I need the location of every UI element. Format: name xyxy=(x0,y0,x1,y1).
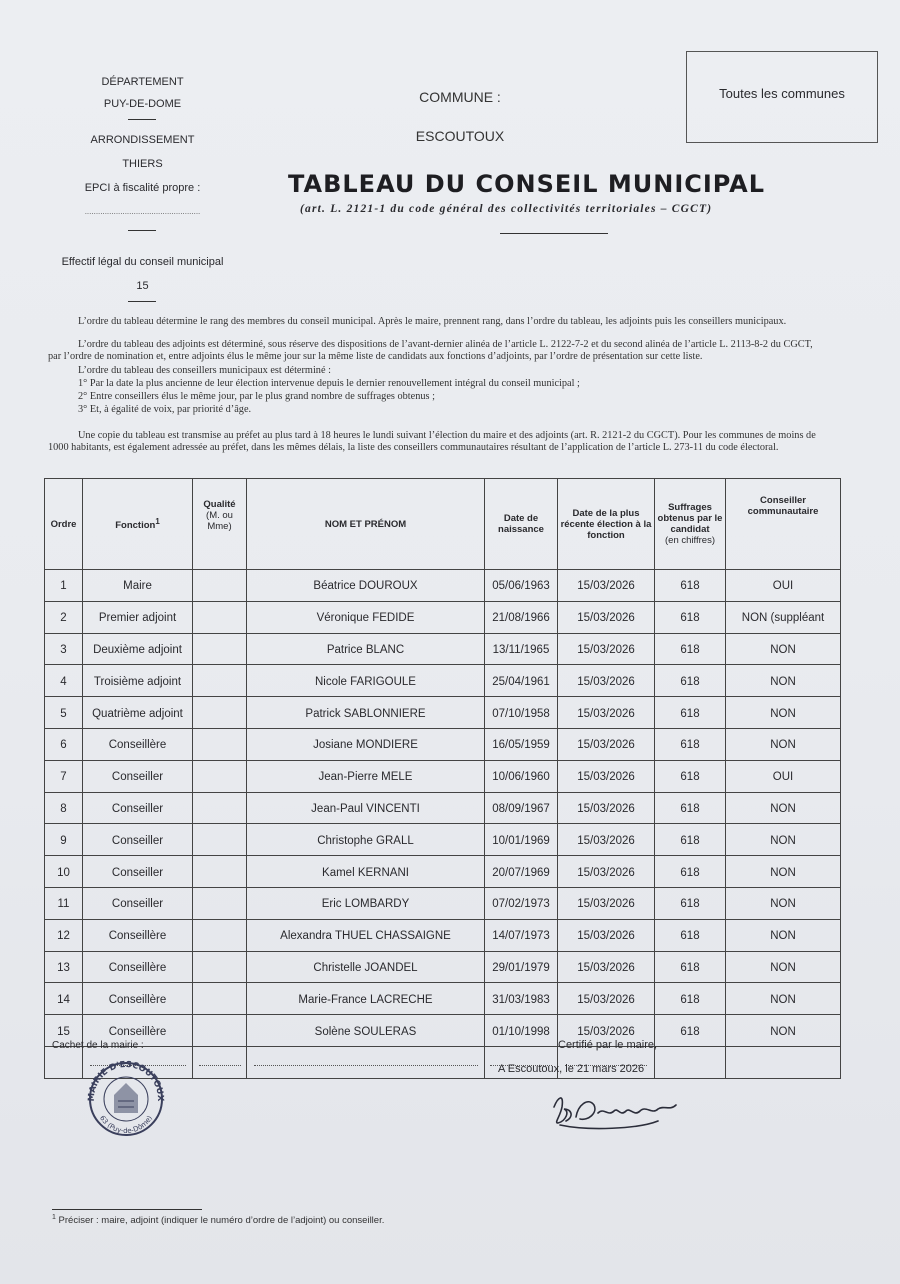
cell-ordre: 1 xyxy=(45,570,83,602)
cell-qualite xyxy=(193,951,247,983)
table-row xyxy=(45,983,841,1015)
mayor-signature xyxy=(548,1087,688,1133)
paragraph-2a: L’ordre du tableau des adjoints est déterminé, sous réserve des dispositions de l’avant-dernier alinéa de l’article L. 2122-7-2 et du second alinéa de l’article L. 2113-8-2 du CGCT, xyxy=(78,339,813,350)
cell-naissance: 01/10/1998 xyxy=(485,1015,558,1047)
cell-fonction: Conseillère xyxy=(83,919,193,951)
cell-communautaire: NON xyxy=(726,887,841,919)
cell-suffrages: 618 xyxy=(655,919,726,951)
cell-suffrages: 618 xyxy=(655,760,726,792)
cell-communautaire: NON xyxy=(726,697,841,729)
epci-value: .................................................... xyxy=(84,207,201,216)
cell-communautaire: OUI xyxy=(726,760,841,792)
table-row xyxy=(45,697,841,729)
cell-suffrages: 618 xyxy=(655,856,726,888)
cell-ordre: 3 xyxy=(45,633,83,665)
cell-nom: Solène SOULERAS xyxy=(247,1015,485,1047)
cell-nom: Jean-Pierre MELE xyxy=(247,760,485,792)
cell-naissance: 07/02/1973 xyxy=(485,887,558,919)
effectif-label: Effectif légal du conseil municipal xyxy=(61,256,224,268)
cell-nom: Véronique FEDIDE xyxy=(247,601,485,633)
cell-qualite xyxy=(193,728,247,760)
cell-fonction: Maire xyxy=(83,570,193,602)
cell-ordre: 12 xyxy=(45,919,83,951)
table-row xyxy=(45,728,841,760)
cell-nom: Marie-France LACRECHE xyxy=(247,983,485,1015)
arrondissement-value: THIERS xyxy=(122,158,163,170)
departement-label: DÉPARTEMENT xyxy=(101,76,184,88)
header-nom: NOM ET PRÉNOM xyxy=(247,479,485,570)
cell-election: 15/03/2026 xyxy=(558,1015,655,1047)
seal-text-bottom: 63 (Puy-de-Dôme) xyxy=(97,1114,154,1136)
cell-suffrages: 618 xyxy=(655,951,726,983)
cell-communautaire: NON xyxy=(726,792,841,824)
cell-communautaire: OUI xyxy=(726,570,841,602)
table-row xyxy=(45,633,841,665)
cell-nom: Eric LOMBARDY xyxy=(247,887,485,919)
table-row xyxy=(45,792,841,824)
paragraph-7b: 1000 habitants, est également adressée au préfet, dans les mêmes délais, la liste des conseillers communautaires résultant de l’application de l’article L. 273-11 du code électoral. xyxy=(48,442,779,453)
cell-ordre: 9 xyxy=(45,824,83,856)
cell-qualite xyxy=(193,760,247,792)
cell-suffrages: 618 xyxy=(655,601,726,633)
cell-ordre: 7 xyxy=(45,760,83,792)
mairie-seal-icon xyxy=(84,1057,168,1137)
paragraph-1: L’ordre du tableau détermine le rang des membres du conseil municipal. Après le maire, prennent rang, dans l’ordre du tableau, les adjoints puis les conseillers municipaux. xyxy=(78,316,787,327)
cell-nom: Christophe GRALL xyxy=(247,824,485,856)
cell-election: 15/03/2026 xyxy=(558,697,655,729)
cell-nom: Jean-Paul VINCENTI xyxy=(247,792,485,824)
cell-election: 15/03/2026 xyxy=(558,951,655,983)
departement-value: PUY-DE-DOME xyxy=(103,98,182,110)
cell-suffrages: 618 xyxy=(655,570,726,602)
cell-communautaire: NON xyxy=(726,856,841,888)
commune-type-box xyxy=(686,51,878,143)
cell-communautaire: NON xyxy=(726,983,841,1015)
cell-suffrages: 618 xyxy=(655,728,726,760)
cell-ordre: 10 xyxy=(45,856,83,888)
header-suffrages: Suffrages obtenus par le candidat (en chiffres) xyxy=(655,479,726,570)
divider xyxy=(128,230,156,231)
table-row xyxy=(45,665,841,697)
header-ordre: Ordre xyxy=(45,479,83,570)
header-fonction: Fonction$^1$ xyxy=(83,479,193,570)
cell-fonction: Deuxième adjoint xyxy=(83,633,193,665)
cell-fonction: Conseillère xyxy=(83,1015,193,1047)
cell-suffrages: 618 xyxy=(655,665,726,697)
cell-nom: Béatrice DOUROUX xyxy=(247,570,485,602)
cell-nom: Patrice BLANC xyxy=(247,633,485,665)
cell-naissance: 20/07/1969 xyxy=(485,856,558,888)
cell-suffrages: 618 xyxy=(655,697,726,729)
cachet-label: Cachet de la mairie : xyxy=(52,1040,144,1051)
certifie-text: Certifié par le maire, xyxy=(558,1039,658,1051)
cell-qualite xyxy=(193,697,247,729)
paragraph-3: L’ordre du tableau des conseillers municipaux est déterminé : xyxy=(78,365,331,376)
cell-nom: Kamel KERNANI xyxy=(247,856,485,888)
table-row xyxy=(45,856,841,888)
divider xyxy=(128,119,156,120)
cell-empty xyxy=(193,1046,247,1078)
commune-label: COMMUNE : xyxy=(419,89,501,105)
cell-suffrages: 618 xyxy=(655,792,726,824)
cell-election: 15/03/2026 xyxy=(558,983,655,1015)
paragraph-2b: par l’ordre de nomination et, entre adjoints élus le même jour sur la même liste de candidats aux fonctions d’adjoints, par l’ordre de présentation sur cette liste. xyxy=(48,351,703,362)
cell-election: 15/03/2026 xyxy=(558,824,655,856)
cell-naissance: 25/04/1961 xyxy=(485,665,558,697)
cell-communautaire: NON xyxy=(726,951,841,983)
cell-suffrages: 618 xyxy=(655,1015,726,1047)
table-row xyxy=(45,601,841,633)
cell-nom: Patrick SABLONNIERE xyxy=(247,697,485,729)
cell-election: 15/03/2026 xyxy=(558,856,655,888)
cell-qualite xyxy=(193,665,247,697)
cell-suffrages: 618 xyxy=(655,633,726,665)
cell-ordre: 2 xyxy=(45,601,83,633)
cell-ordre: 14 xyxy=(45,983,83,1015)
cell-empty xyxy=(247,1046,485,1078)
cell-nom: Nicole FARIGOULE xyxy=(247,665,485,697)
cell-qualite xyxy=(193,983,247,1015)
cell-ordre: 13 xyxy=(45,951,83,983)
header-naissance: Date de naissance xyxy=(485,479,558,570)
cell-naissance: 21/08/1966 xyxy=(485,601,558,633)
cell-fonction: Conseillère xyxy=(83,983,193,1015)
cell-fonction: Conseillère xyxy=(83,951,193,983)
cell-communautaire: NON xyxy=(726,824,841,856)
cell-naissance: 08/09/1967 xyxy=(485,792,558,824)
cell-ordre: 5 xyxy=(45,697,83,729)
paragraph-7a: Une copie du tableau est transmise au préfet au plus tard à 18 heures le lundi suivant l’élection du maire et des adjoints (art. R. 2121-2 du CGCT). Pour les communes de moins de xyxy=(78,430,816,441)
cell-communautaire: NON xyxy=(726,633,841,665)
cell-election: 15/03/2026 xyxy=(558,601,655,633)
cell-fonction: Conseiller xyxy=(83,856,193,888)
cell-fonction: Troisième adjoint xyxy=(83,665,193,697)
cell-election: 15/03/2026 xyxy=(558,728,655,760)
cell-fonction: Conseiller xyxy=(83,760,193,792)
cell-qualite xyxy=(193,792,247,824)
paragraph-6: 3° Et, à égalité de voix, par priorité d’âge. xyxy=(78,404,252,415)
cell-communautaire: NON xyxy=(726,665,841,697)
cell-naissance: 14/07/1973 xyxy=(485,919,558,951)
cell-ordre: 11 xyxy=(45,887,83,919)
cell-empty xyxy=(45,1046,83,1078)
cell-communautaire: NON xyxy=(726,919,841,951)
table-row xyxy=(45,951,841,983)
table-row xyxy=(45,760,841,792)
cell-qualite xyxy=(193,919,247,951)
epci-label: EPCI à fiscalité propre : xyxy=(84,182,201,194)
footnote: $^1$ Préciser : maire, adjoint (indiquer le numéro d’ordre de l’adjoint) ou conseiller. xyxy=(52,1214,385,1227)
cell-naissance: 05/06/1963 xyxy=(485,570,558,602)
cell-ordre: 4 xyxy=(45,665,83,697)
commune-name: ESCOUTOUX xyxy=(415,128,505,144)
page-subtitle: (art. L. 2121-1 du code général des collectivités territoriales – CGCT) xyxy=(300,203,713,215)
table-row xyxy=(45,887,841,919)
cell-naissance: 13/11/1965 xyxy=(485,633,558,665)
paragraph-4: 1° Par la date la plus ancienne de leur élection intervenue depuis le dernier renouvellement intégral du conseil municipal ; xyxy=(78,378,580,389)
header-election: Date de la plus récente élection à la fonction xyxy=(558,479,655,570)
cell-election: 15/03/2026 xyxy=(558,633,655,665)
arrondissement-label: ARRONDISSEMENT xyxy=(90,134,195,146)
cell-qualite xyxy=(193,1015,247,1047)
cell-election: 15/03/2026 xyxy=(558,570,655,602)
cell-suffrages: 618 xyxy=(655,887,726,919)
seal-text-top: MAIRIE D'ESCOUTOUX xyxy=(86,1059,166,1102)
cell-ordre: 15 xyxy=(45,1015,83,1047)
footnote-rule xyxy=(52,1209,202,1210)
cell-empty xyxy=(655,1046,726,1078)
header-qualite: Qualité (M. ou Mme) xyxy=(193,479,247,570)
table-row xyxy=(45,824,841,856)
cell-qualite xyxy=(193,633,247,665)
cell-nom: Alexandra THUEL CHASSAIGNE xyxy=(247,919,485,951)
cell-communautaire: NON xyxy=(726,728,841,760)
cell-naissance: 29/01/1979 xyxy=(485,951,558,983)
header-communautaire: Conseiller communautaire xyxy=(726,479,841,570)
cell-communautaire: NON xyxy=(726,1015,841,1047)
cell-election: 15/03/2026 xyxy=(558,919,655,951)
cell-qualite xyxy=(193,856,247,888)
cell-suffrages: 618 xyxy=(655,983,726,1015)
cell-nom: Christelle JOANDEL xyxy=(247,951,485,983)
effectif-value: 15 xyxy=(136,280,149,292)
cell-ordre: 6 xyxy=(45,728,83,760)
title-underline xyxy=(500,233,608,234)
page-title: TABLEAU DU CONSEIL MUNICIPAL xyxy=(288,170,766,198)
cell-qualite xyxy=(193,570,247,602)
cell-election: 15/03/2026 xyxy=(558,760,655,792)
cell-election: 15/03/2026 xyxy=(558,665,655,697)
cell-qualite xyxy=(193,824,247,856)
table-row xyxy=(45,570,841,602)
paragraph-5: 2° Entre conseillers élus le même jour, par le plus grand nombre de suffrages obtenus ; xyxy=(78,391,435,402)
cell-fonction: Quatrième adjoint xyxy=(83,697,193,729)
cell-empty xyxy=(726,1046,841,1078)
cell-naissance: 10/01/1969 xyxy=(485,824,558,856)
cell-fonction: Conseiller xyxy=(83,887,193,919)
commune-type-text: Toutes les communes xyxy=(719,86,845,101)
cell-nom: Josiane MONDIERE xyxy=(247,728,485,760)
lieu-date: A Escoutoux, le 21 mars 2026 xyxy=(498,1063,645,1075)
cell-naissance: 07/10/1958 xyxy=(485,697,558,729)
table-row xyxy=(45,1015,841,1047)
table-row xyxy=(45,919,841,951)
divider xyxy=(128,301,156,302)
cell-naissance: 10/06/1960 xyxy=(485,760,558,792)
cell-qualite xyxy=(193,601,247,633)
council-table xyxy=(44,478,841,1079)
cell-fonction: Conseillère xyxy=(83,728,193,760)
cell-naissance: 16/05/1959 xyxy=(485,728,558,760)
cell-naissance: 31/03/1983 xyxy=(485,983,558,1015)
footnote-ref: 1 xyxy=(155,517,160,527)
svg-text:63 (Puy-de-Dôme) xyxy=(98,1114,154,1135)
cell-fonction: Conseiller xyxy=(83,792,193,824)
cell-fonction: Premier adjoint xyxy=(83,601,193,633)
cell-election: 15/03/2026 xyxy=(558,792,655,824)
cell-suffrages: 618 xyxy=(655,824,726,856)
cell-fonction: Conseiller xyxy=(83,824,193,856)
cell-qualite xyxy=(193,887,247,919)
cell-communautaire: NON (suppléant xyxy=(726,601,841,633)
cell-election: 15/03/2026 xyxy=(558,887,655,919)
cell-ordre: 8 xyxy=(45,792,83,824)
table-header-row xyxy=(45,479,841,570)
